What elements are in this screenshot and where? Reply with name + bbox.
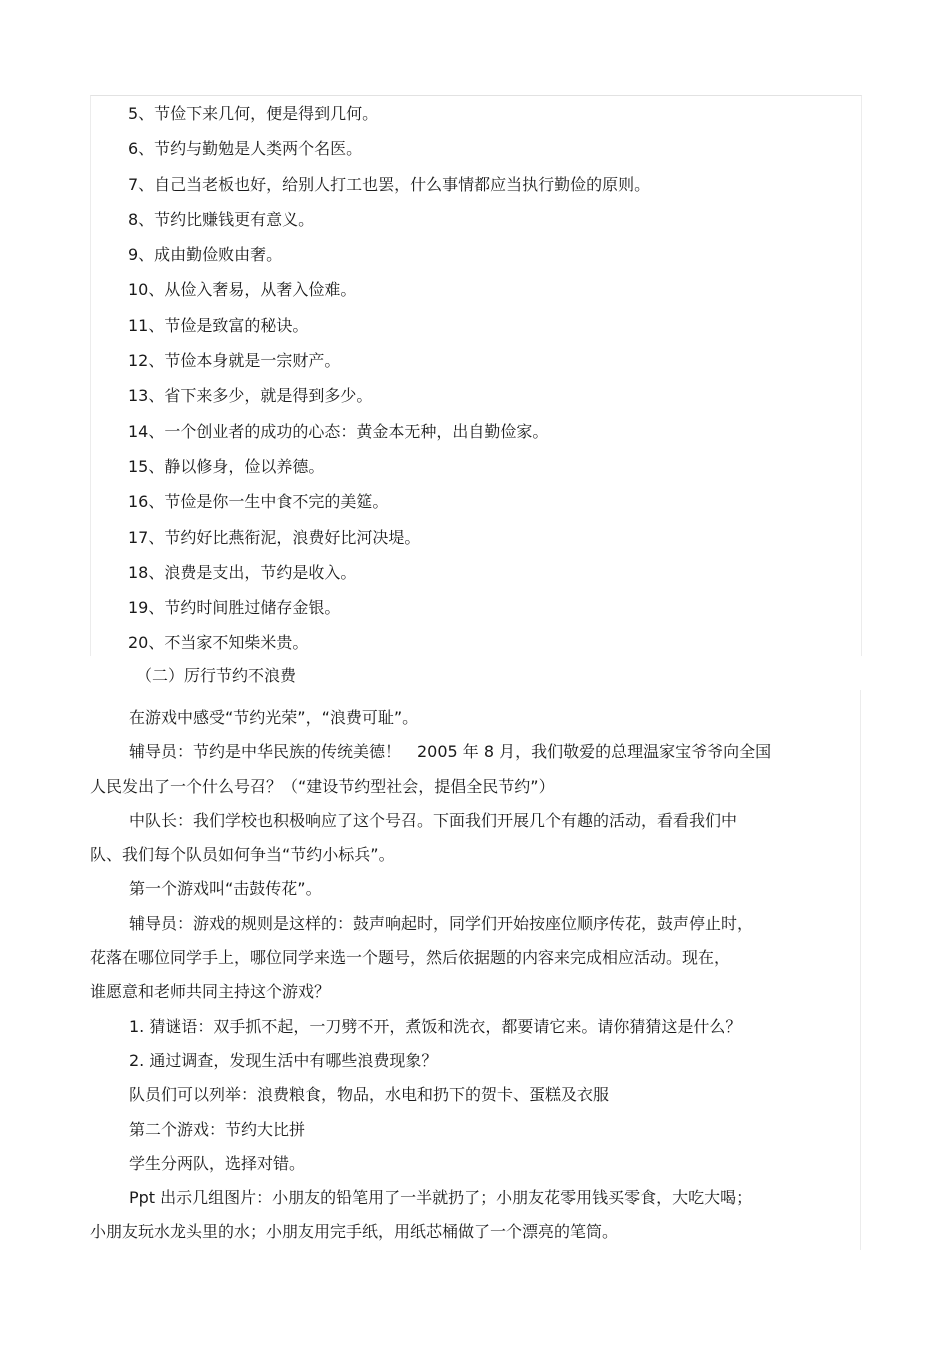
paragraph-line: 辅导员：节约是中华民族的传统美德！ 2005 年 8 月，我们敬爱的总理温家宝爷爷向全国 xyxy=(129,742,772,762)
list-item: 18、浪费是支出，节约是收入。 xyxy=(128,562,357,582)
list-item: 19、节约时间胜过储存金银。 xyxy=(128,598,341,618)
list-item: 9、成由勤俭败由奢。 xyxy=(128,245,283,265)
list-item: 13、省下来多少，就是得到多少。 xyxy=(128,386,373,406)
list-item: 8、节约比赚钱更有意义。 xyxy=(128,209,315,229)
list-item: 6、节约与勤勉是人类两个名医。 xyxy=(128,139,363,159)
paragraph-line: Ppt 出示几组图片：小朋友的铅笔用了一半就扔了；小朋友花零用钱买零食，大吃大喝； xyxy=(129,1188,753,1208)
list-item: 11、节俭是致富的秘诀。 xyxy=(128,315,309,335)
paragraph-line: 花落在哪位同学手上，哪位同学来选一个题号，然后依据题的内容来完成相应活动。现在， xyxy=(90,948,731,968)
list-item: 7、自己当老板也好，给别人打工也罢，什么事情都应当执行勤俭的原则。 xyxy=(128,174,651,194)
paragraph-line: 第二个游戏：节约大比拼 xyxy=(129,1119,306,1139)
body-text xyxy=(90,701,850,1250)
paragraph-line: 人民发出了一个什么号召？（“建设节约型社会，提倡全民节约”） xyxy=(90,776,555,796)
section-heading: （二）厉行节约不浪费 xyxy=(136,666,297,685)
paragraph-line: 队员们可以列举：浪费粮食，物品，水电和扔下的贺卡、蛋糕及衣服 xyxy=(129,1085,610,1105)
list-item: 16、节俭是你一生中食不完的美筵。 xyxy=(128,492,389,512)
paragraph-line: 辅导员：游戏的规则是这样的：鼓声响起时，同学们开始按座位顺序传花，鼓声停止时， xyxy=(129,913,754,933)
paragraph-line: 队、我们每个队员如何争当“节约小标兵”。 xyxy=(90,845,395,865)
list-item: 14、一个创业者的成功的心态：黄金本无种，出自勤俭家。 xyxy=(128,421,549,441)
paragraph-line: 2. 通过调查，发现生活中有哪些浪费现象？ xyxy=(129,1050,438,1070)
paragraph-line: 中队长：我们学校也积极响应了这个号召。下面我们开展几个有趣的活动，看看我们中 xyxy=(129,810,738,830)
list-item: 15、静以修身，俭以养德。 xyxy=(128,456,325,476)
list-item: 17、节约好比燕衔泥，浪费好比河决堤。 xyxy=(128,527,421,547)
paragraph-line: 在游戏中感受“节约光荣”，“浪费可耻”。 xyxy=(129,708,419,727)
list-item: 20、不当家不知柴米贵。 xyxy=(128,633,309,653)
paragraph-line: 学生分两队，选择对错。 xyxy=(129,1153,306,1173)
list-item: 10、从俭入奢易，从奢入俭难。 xyxy=(128,280,357,300)
paragraph-line: 谁愿意和老师共同主持这个游戏？ xyxy=(90,982,331,1002)
right-border-line xyxy=(860,690,861,1250)
list-item: 5、节俭下来几何，便是得到几何。 xyxy=(128,104,379,123)
paragraph-line: 第一个游戏叫“击鼓传花”。 xyxy=(129,879,322,899)
paragraph-line: 1. 猜谜语：双手抓不起，一刀劈不开，煮饭和洗衣，都要请它来。请你猜猜这是什么？ xyxy=(129,1016,742,1036)
list-item: 12、节俭本身就是一宗财产。 xyxy=(128,351,341,371)
paragraph-line: 小朋友玩水龙头里的水；小朋友用完手纸，用纸芯桶做了一个漂亮的笔筒。 xyxy=(90,1222,619,1242)
saying-list xyxy=(128,96,650,661)
